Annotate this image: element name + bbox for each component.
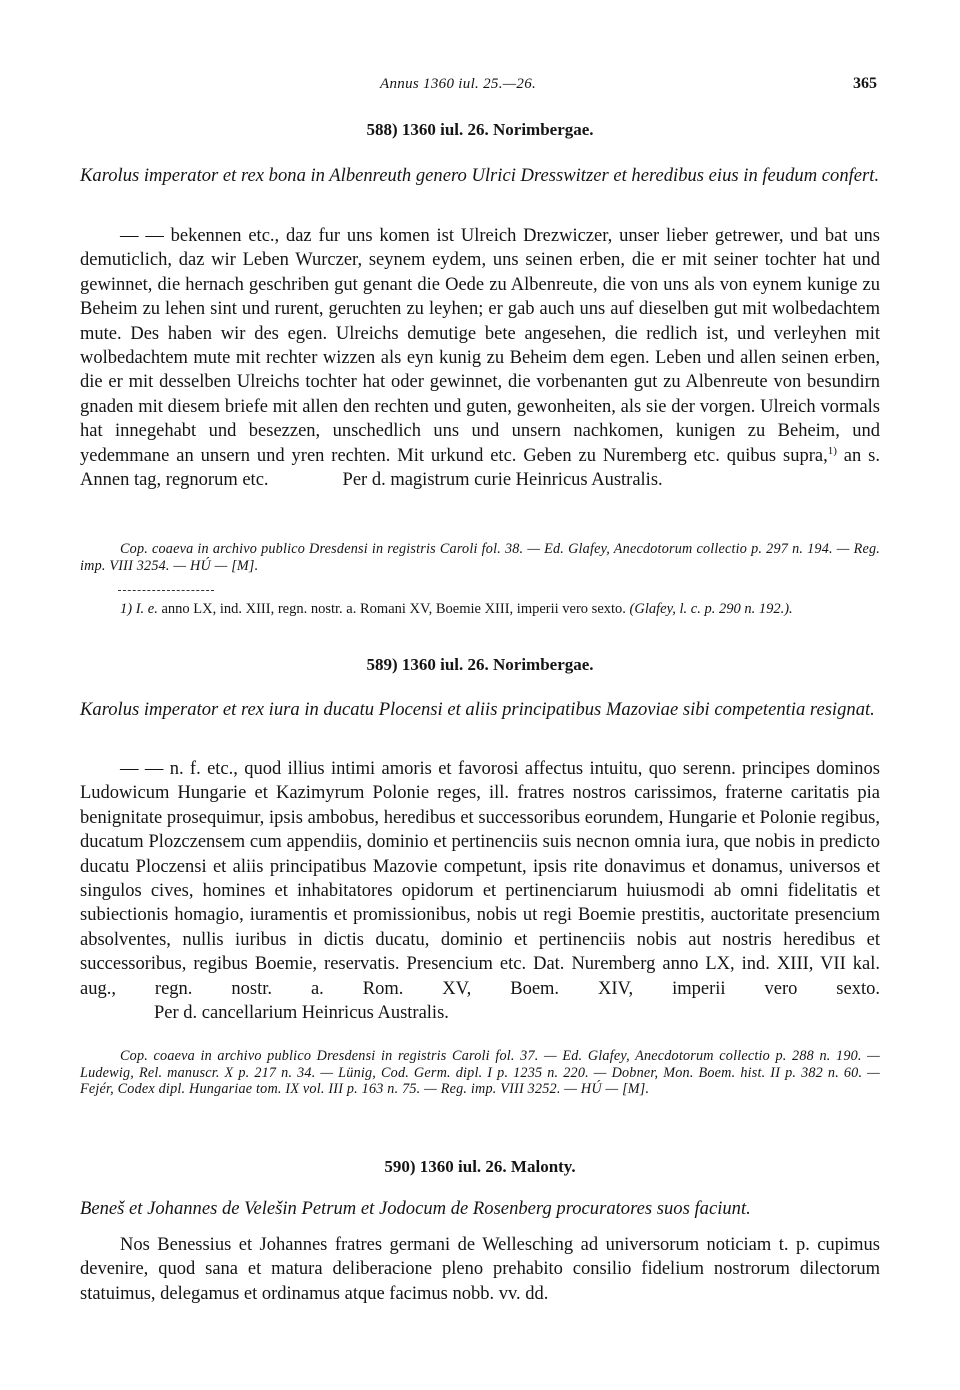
entry-589-heading: 589) 1360 iul. 26. Norimbergae.	[366, 655, 594, 674]
entry-589-regest: Karolus imperator et rex iura in ducatu Plocensi et aliis principatibus Mazoviae sibi competentia resignat.	[80, 699, 875, 720]
page-number: 365	[853, 75, 877, 92]
footnote-marker: 1)	[827, 444, 837, 457]
footnote-divider	[118, 590, 214, 591]
entry-588-footnote	[80, 601, 880, 618]
entry-589-text	[80, 757, 880, 1025]
footnote-reference: (Glafey, l. c. p. 290 n. 192.).	[629, 601, 793, 617]
entry-590-main-text: Nos Benessius et Johannes fratres germani de Wellesching ad universorum noticiam t. p. cupimus devenire, quod sana et matura deliberacione pleno prehabito consilio fidelium nostrorum dilectorum statuimus, delegamus et ordinamus atque facimus nobb. vv. dd.	[80, 1235, 880, 1304]
entry-588-signature: Per d. magistrum curie Heinricus Australis.	[342, 470, 663, 491]
entry-588-text	[80, 224, 880, 492]
entry-589-source-note: Cop. coaeva in archivo publico Dresdensi in registris Caroli fol. 37. — Ed. Glafey, Anecdotorum collectio p. 288 n. 190. — Ludewig, Rel. manuscr. X p. 217 n. 34. — Lünig, Cod. Germ. dipl. I p. 1235 n. 220. — Dobner, Mon. Boem. hist. II p. 382 n. 60. — Fejér, Codex dipl. Hungariae tom. IX vol. III p. 163 n. 75. — Reg. imp. VIII 3252. — HÚ — [M].	[80, 1048, 880, 1097]
entry-588-main-text: — — bekennen etc., daz fur uns komen ist Ulreich Drezwiczer, unser lieber getrewer, und bat uns demuticlich, daz wir Leben Wurczer, seynem eydem, uns seinen erben, die er mit seiner tochter hat und gewinnet, die hernach geschriben gut genant die Oede zu Albenreute, die von uns als von eynem kunige zu Beheim zu lehen sint und rurent, geruchten zu leyhen; er gab auch uns auf dieselben gut mit wolbedachtem mute. Des haben wir des egen. Ulreichs demutige bete angesehen, die redlich ist, und verleyhen mit wolbedachtem mute mit rechter wizzen als eyn kunig zu Beheim dem egen. Leben und allen seinen erben, die er mit desselben Ulreichs tochter hat oder gewinnet, die vorbenanten gut zu Albenreute von besundirn gnaden mit diesem briefe mit allen den rechten und guten, gewonheiten, als sie der vorgen. Ulreich vormals hat innegehabt und besezzen, unschedlich uns und unsern nachkomen, kunigen zu Beheim, und yedemmane an unsern und yren rechten. Mit urkund etc. Geben zu Nuremberg etc. quibus supra,	[80, 226, 880, 466]
running-head: Annus 1360 iul. 25.—26.	[380, 76, 537, 92]
entry-589-signature: Per d. cancellarium Heinricus Australis.	[154, 1003, 449, 1024]
entry-588-source-note: Cop. coaeva in archivo publico Dresdensi in registris Caroli fol. 38. — Ed. Glafey, Anecdotorum collectio p. 297 n. 194. — Reg. imp. VIII 3254. — HÚ — [M].	[80, 541, 880, 574]
entry-590-regest: Beneš et Johannes de Velešin Petrum et Jodocum de Rosenberg procuratores suos faciunt.	[80, 1198, 751, 1219]
entry-589-main-text: — — n. f. etc., quod illius intimi amoris et favorosi affectus intuitu, quo serenn. principes dominos Ludowicum Hungarie et Kazimyrum Polonie reges, ill. fratres nostros carissimos, fraterne caritatis pia benignitate prosequimur, ipsis ambobus, heredibus et successoribus eorundem, Hungarie et Polonie regibus, ducatum Plozczensem cum appendiis, dominio et pertinenciis suis necnon omnia iura, que nobis in predicto ducatu Ploczensi et aliis principatibus Mazovie competunt, ipsis rite donavimus et donamus, universos et singulos cives, homines et inhabitatores opidorum et pertinenciarum huiusmodi ab omni fidelitatis et subiectionis homagio, iuramentis et promissionibus, nobis ut regi Boemie prestitis, auctoritate presencium absolventes, nullis iuribus in dictis ducatu, dominio et pertinenciis nobis aut nostris heredibus et successoribus, regibus Boemie, reservatis. Presencium etc. Dat. Nuremberg anno LX, ind. XIII, VII kal. aug., regn. nostr. a. Rom. XV, Boem. XIV, imperii vero sexto.	[80, 759, 880, 999]
entry-588-heading: 588) 1360 iul. 26. Norimbergae.	[366, 120, 594, 139]
entry-588-text-continued: an s. Annen tag, regnorum etc.	[80, 445, 880, 491]
entry-588-regest: Karolus imperator et rex bona in Albenreuth genero Ulrici Dresswitzer et heredibus eius in feudum confert.	[80, 165, 880, 186]
entry-590-text	[80, 1233, 880, 1306]
entry-590-heading: 590) 1360 iul. 26. Malonty.	[384, 1157, 576, 1176]
footnote-text: anno LX, ind. XIII, regn. nostr. a. Romani XV, Boemie XIII, imperii vero sexto.	[157, 601, 630, 617]
footnote-label: 1) I. e.	[120, 601, 158, 617]
